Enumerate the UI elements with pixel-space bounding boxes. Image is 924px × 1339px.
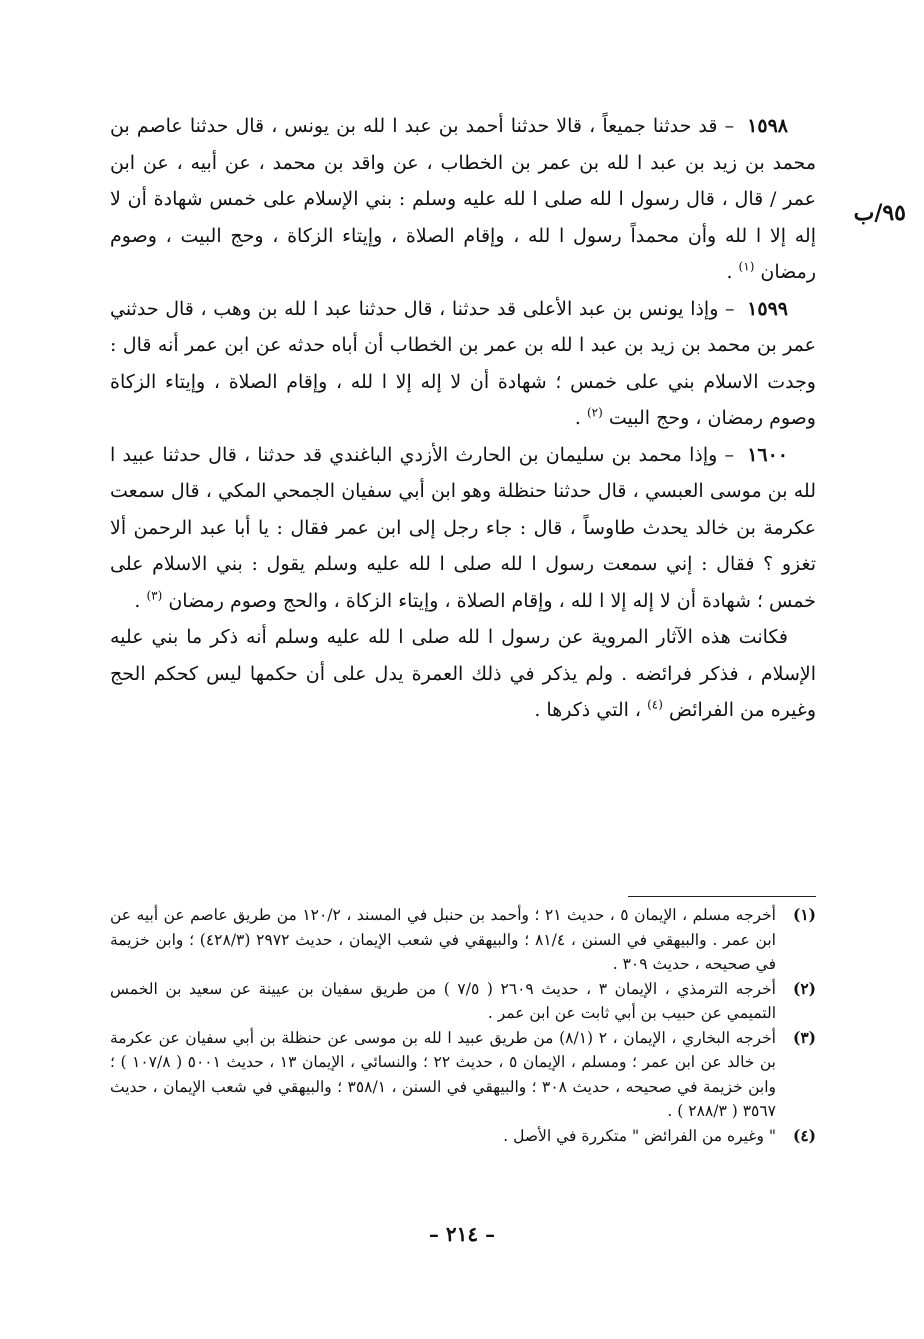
footnote-ref: (٢) (586, 405, 603, 420)
hadith-end: . (726, 261, 739, 283)
conclusion-paragraph (110, 619, 816, 729)
main-text (110, 108, 816, 729)
hadith-1598 (110, 108, 816, 291)
footnote-text: أخرجه مسلم ، الإيمان ٥ ، حديث ٢١ ؛ وأحمد بن حنبل في المسند ، ١٢٠/٢ من طريق عاصم عن أبيه عن ابن عمر . والبيهقي في السنن ، ٨١/٤ ؛ والبيهقي في شعب الإيمان ، حديث ٢٩٧٢ (٤٢٨/٣) ؛ وابن خزيمة في صحيحه ، حديث ٣٠٩ . (110, 906, 776, 973)
footnote-text: أخرجه البخاري ، الإيمان ، ٢ (٨/١) من طريق عبيد ا لله بن موسى عن حنظلة بن أبي سفيان عن عكرمة بن خالد عن ابن عمر ؛ ومسلم ، الإيمان ٥ ، حديث ٢٢ ؛ والنسائي ، الإيمان ١٣ ، حديث ٥٠٠١ ( ١٠٧/٨ ) ؛ وابن خزيمة في صحيحه ، حديث ٣٠٨ ؛ والبيهقي في السنن ، ٣٥٨/١ ؛ والبيهقي في شعب الإيمان ، حديث ٣٥٦٧ ( ٢٨٨/٣ ) . (110, 1028, 777, 1120)
footnote-number: (١) (792, 905, 816, 924)
footnote-text: أخرجه الترمذي ، الإيمان ٣ ، حديث ٢٦٠٩ ( ٧/٥ ) من طريق سفيان بن عيينة عن سعيد بن الخمس التميمي عن حبيب بن أبي ثابت عن ابن عمر . (110, 979, 776, 1022)
footnote-2 (110, 977, 816, 1026)
footnote-ref: (٣) (146, 588, 163, 603)
hadith-number: ١٦٠٠ (747, 443, 789, 466)
hadith-number: ١٥٩٩ (747, 297, 788, 320)
footnote-divider (628, 896, 816, 897)
footnote-ref: (٤) (647, 697, 663, 712)
footnote-ref: (١) (738, 259, 755, 274)
footnote-number: (٣) (792, 1027, 816, 1047)
conclusion-end: ، التي ذكرها . (534, 699, 648, 721)
footnote-text: " وغيره من الفرائض " متكررة في الأصل . (503, 1126, 776, 1145)
hadith-text: – وإذا يونس بن عبد الأعلى قد حدثنا ، قال حدثنا عبد ا لله بن وهب ، قال حدثني عمر بن محمد بن زيد بن عبد ا لله بن عمر بن الخطاب أن أباه حدثه عن ابن عمر أنه قال : وجدت الاسلام بني على خمس ؛ شهادة أن لا إله إلا ا لله ، وإقام الصلاة ، وإيتاء الزكاة وصوم رمضان ، وحج البيت (110, 297, 816, 429)
conclusion-text: فكانت هذه الآثار المروية عن رسول ا لله صلى ا لله عليه وسلم أنه ذكر ما بني عليه الإسلام ، فذكر فرائضه . ولم يذكر في ذلك العمرة يدل على أن حكمها ليس كحكم الحج وغيره من الفرائض (110, 626, 816, 721)
hadith-1600 (110, 437, 816, 620)
footnote-1 (110, 903, 816, 977)
footnote-4 (110, 1124, 816, 1149)
footnote-3 (110, 1026, 816, 1124)
footnotes (110, 903, 816, 1148)
footnote-number: (٤) (792, 1125, 816, 1145)
page-number: – ٢١٤ – (428, 1222, 496, 1246)
hadith-number: ١٥٩٨ (747, 115, 788, 137)
hadith-text: – قد حدثنا جميعاً ، قالا حدثنا أحمد بن عبد ا لله بن يونس ، قال حدثنا عاصم بن محمد بن زيد بن عبد ا لله بن عمر بن الخطاب ، عن واقد بن محمد ، عن أبيه ، عن ابن عمر / قال ، قال رسول ا لله صلى ا لله عليه وسلم : بني الإسلام على خمس شهادة أن لا إله إلا ا لله وأن محمداً رسول ا لله ، وإقام الصلاة ، وإيتاء الزكاة ، وحج البيت ، وصوم رمضان (110, 115, 816, 283)
manuscript-folio-marker: ٩٥/ب (853, 200, 906, 226)
hadith-text: – وإذا محمد بن سليمان بن الحارث الأزدي الباغندي قد حدثنا ، قال حدثنا عبيد ا لله بن موسى العبسي ، قال حدثنا حنظلة وهو ابن أبي سفيان الجمحي المكي ، قال سمعت عكرمة بن خالد يحدث طاوساً ، قال : جاء رجل إلى ابن عمر فقال : يا أبا عبد الرحمن ألا تغزو ؟ فقال : إني سمعت رسول ا لله صلى ا لله عليه وسلم يقول : بني الاسلام على خمس ؛ شهادة أن لا إله إلا ا لله ، وإقام الصلاة ، وإيتاء الزكاة ، والحج وصوم رمضان (110, 443, 816, 612)
hadith-end: . (574, 407, 587, 429)
footnote-number: (٢) (792, 978, 816, 998)
hadith-end: . (134, 589, 147, 612)
hadith-1599 (110, 291, 816, 437)
